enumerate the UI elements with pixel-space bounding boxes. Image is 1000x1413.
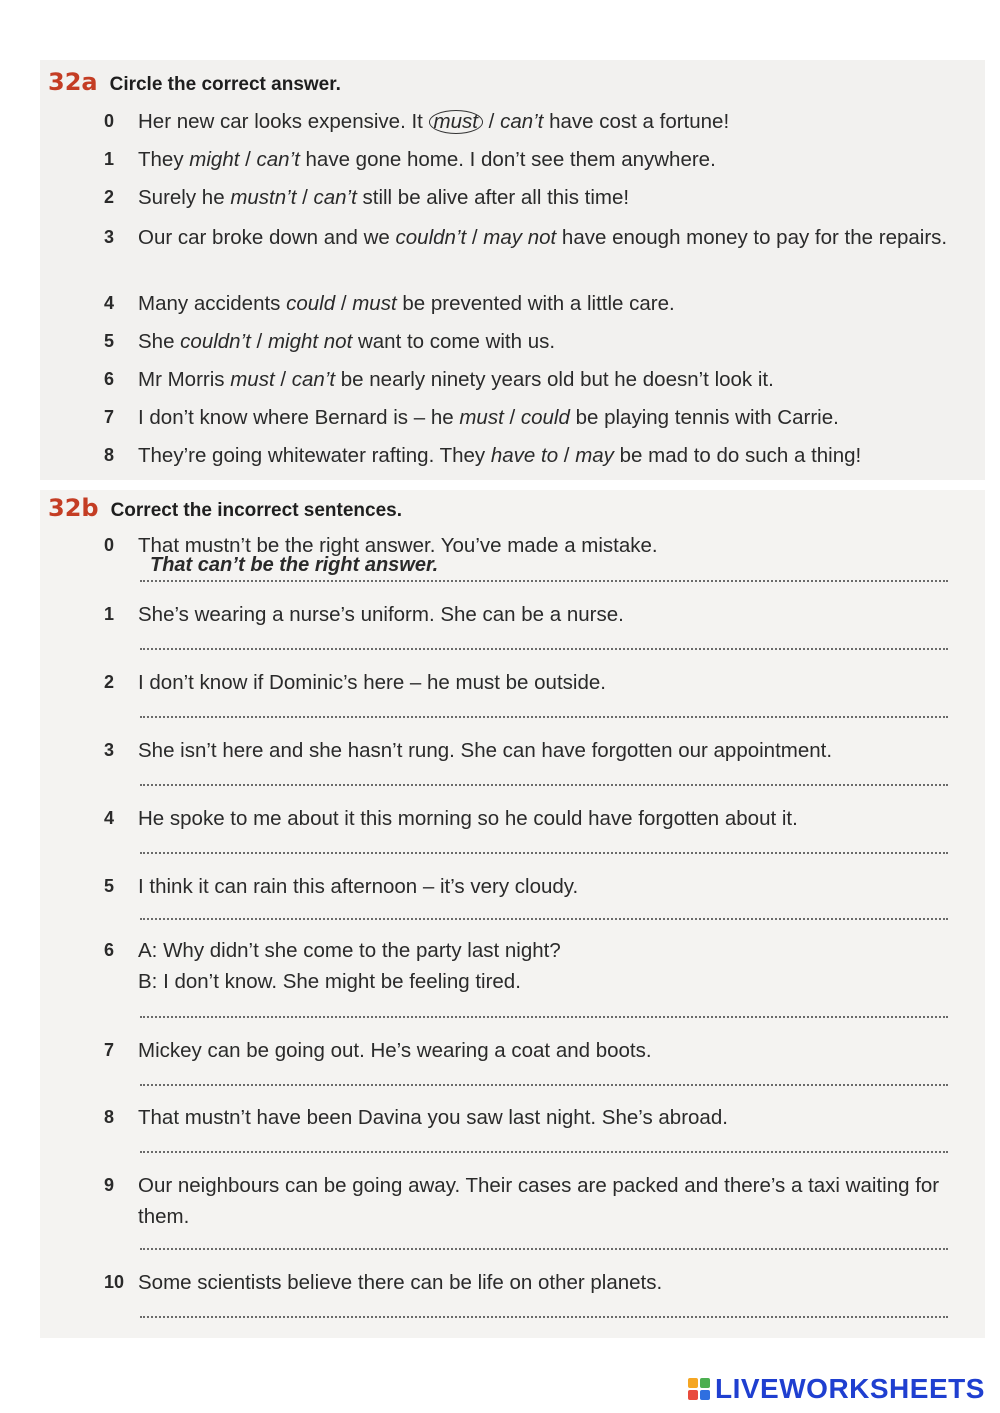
- logo-text: LIVEWORKSHEETS: [715, 1373, 985, 1404]
- list-item: [104, 144, 964, 175]
- answer-line[interactable]: [140, 1316, 948, 1318]
- item-text: I don’t know if Dominic’s here – he must be outside.: [138, 671, 606, 694]
- item-number: 1: [104, 604, 115, 624]
- item-text: They might / can’t have gone home. I don’t see them anywhere.: [138, 148, 716, 171]
- item-number: 4: [104, 293, 115, 313]
- item-number: 2: [104, 672, 115, 692]
- item-number: 6: [104, 369, 115, 389]
- item-number: 5: [104, 876, 115, 896]
- list-item: [104, 1170, 964, 1232]
- list-item: [104, 1267, 964, 1298]
- list-item: [104, 402, 964, 433]
- option-one[interactable]: might: [189, 148, 240, 171]
- exercise-number: 32b: [48, 494, 99, 522]
- option-one[interactable]: could: [286, 292, 336, 315]
- circled-answer[interactable]: must: [429, 110, 483, 134]
- item-number: 8: [104, 445, 115, 465]
- list-item: [104, 106, 964, 137]
- item-text: He spoke to me about it this morning so he could have forgotten about it.: [138, 807, 798, 830]
- option-one[interactable]: must: [230, 368, 275, 391]
- item-text: She’s wearing a nurse’s uniform. She can be a nurse.: [138, 603, 624, 626]
- list-item: [104, 599, 964, 630]
- exercise-32b-heading: [48, 494, 402, 522]
- list-item: [104, 1035, 964, 1066]
- option-one[interactable]: couldn’t: [180, 330, 251, 353]
- item-text: They’re going whitewater rafting. They have to / may be mad to do such a thing!: [138, 444, 862, 467]
- list-item: [104, 803, 964, 834]
- item-number: 0: [104, 535, 115, 555]
- item-text: I don’t know where Bernard is – he must / could be playing tennis with Carrie.: [138, 406, 839, 429]
- item-number: 0: [104, 111, 115, 131]
- list-item: [104, 440, 964, 471]
- answer-line[interactable]: [140, 716, 948, 718]
- item-text: She couldn’t / might not want to come with us.: [138, 330, 556, 353]
- list-item: [104, 667, 964, 698]
- item-text: That mustn’t have been Davina you saw last night. She’s abroad.: [138, 1106, 728, 1129]
- answer-line[interactable]: [140, 580, 948, 582]
- list-item: [104, 871, 964, 902]
- item-text: That mustn’t be the right answer. You’ve made a mistake.: [138, 534, 658, 557]
- option-one[interactable]: couldn’t: [395, 226, 467, 249]
- option-one[interactable]: mustn’t: [230, 186, 297, 209]
- option-two[interactable]: could: [520, 406, 570, 429]
- item-text: Some scientists believe there can be life on other planets.: [138, 1271, 663, 1294]
- item-number: 6: [104, 940, 115, 960]
- item-text: Her new car looks expensive. It must / can’t have cost a fortune!: [138, 110, 730, 133]
- option-two[interactable]: can’t: [291, 368, 336, 391]
- list-item: [104, 1102, 964, 1133]
- list-item: [104, 288, 964, 319]
- item-text: Many accidents could / must be prevented with a little care.: [138, 292, 675, 315]
- list-item: [104, 222, 964, 253]
- item-text: [138, 935, 964, 997]
- logo-grid-icon: [688, 1378, 710, 1400]
- option-two[interactable]: can’t: [313, 186, 357, 209]
- answer-line[interactable]: [140, 648, 948, 650]
- item-number: 8: [104, 1107, 115, 1127]
- item-number: 10: [104, 1272, 125, 1292]
- item-number: 2: [104, 187, 115, 207]
- option-two[interactable]: can’t: [256, 148, 300, 171]
- answer-line[interactable]: [140, 1248, 948, 1250]
- item-number: 3: [104, 227, 115, 247]
- option-two[interactable]: might not: [267, 330, 353, 353]
- option-two[interactable]: may: [575, 444, 614, 467]
- option-two[interactable]: can’t: [500, 110, 544, 133]
- item-text: Our car broke down and we couldn’t / may not have enough money to pay for the repairs.: [138, 226, 948, 249]
- option-one[interactable]: must: [459, 406, 504, 429]
- exercise-32a-heading: [48, 68, 341, 96]
- item-number: 4: [104, 808, 115, 828]
- example-answer: That can’t be the right answer.: [150, 554, 439, 576]
- item-text: Mickey can be going out. He’s wearing a coat and boots.: [138, 1039, 652, 1062]
- answer-line[interactable]: [140, 918, 948, 920]
- liveworksheets-logo: [688, 1373, 985, 1405]
- item-number: 3: [104, 740, 115, 760]
- answer-line[interactable]: [140, 1016, 948, 1018]
- dialogue-line-b: B: I don’t know. She might be feeling tired.: [138, 970, 521, 993]
- item-number: 7: [104, 1040, 115, 1060]
- list-item: [104, 326, 964, 357]
- answer-line[interactable]: [140, 784, 948, 786]
- option-one[interactable]: have to: [490, 444, 559, 467]
- item-text: She isn’t here and she hasn’t rung. She can have forgotten our appointment.: [138, 739, 833, 762]
- item-text: I think it can rain this afternoon – it’s very cloudy.: [138, 875, 579, 898]
- item-text: Our neighbours can be going away. Their cases are packed and there’s a taxi waiting for them.: [138, 1174, 940, 1228]
- item-number: 5: [104, 331, 115, 351]
- answer-line[interactable]: [140, 1151, 948, 1153]
- answer-line[interactable]: [140, 852, 948, 854]
- exercise-number: 32a: [48, 68, 98, 96]
- list-item: [104, 364, 964, 395]
- list-item: [104, 182, 964, 213]
- item-number: 9: [104, 1175, 115, 1195]
- item-number: 7: [104, 407, 115, 427]
- list-item: [104, 735, 964, 766]
- dialogue-line-a: A: Why didn’t she come to the party last night?: [138, 939, 561, 962]
- exercise-instruction: Correct the incorrect sentences.: [110, 500, 403, 521]
- list-item: [104, 935, 964, 997]
- item-number: 1: [104, 149, 115, 169]
- exercise-instruction: Circle the correct answer.: [109, 74, 341, 95]
- option-two[interactable]: may not: [483, 226, 557, 249]
- answer-line[interactable]: [140, 1084, 948, 1086]
- item-text: Surely he mustn’t / can’t still be alive after all this time!: [138, 186, 630, 209]
- option-two[interactable]: must: [352, 292, 397, 315]
- item-text: Mr Morris must / can’t be nearly ninety years old but he doesn’t look it.: [138, 368, 774, 391]
